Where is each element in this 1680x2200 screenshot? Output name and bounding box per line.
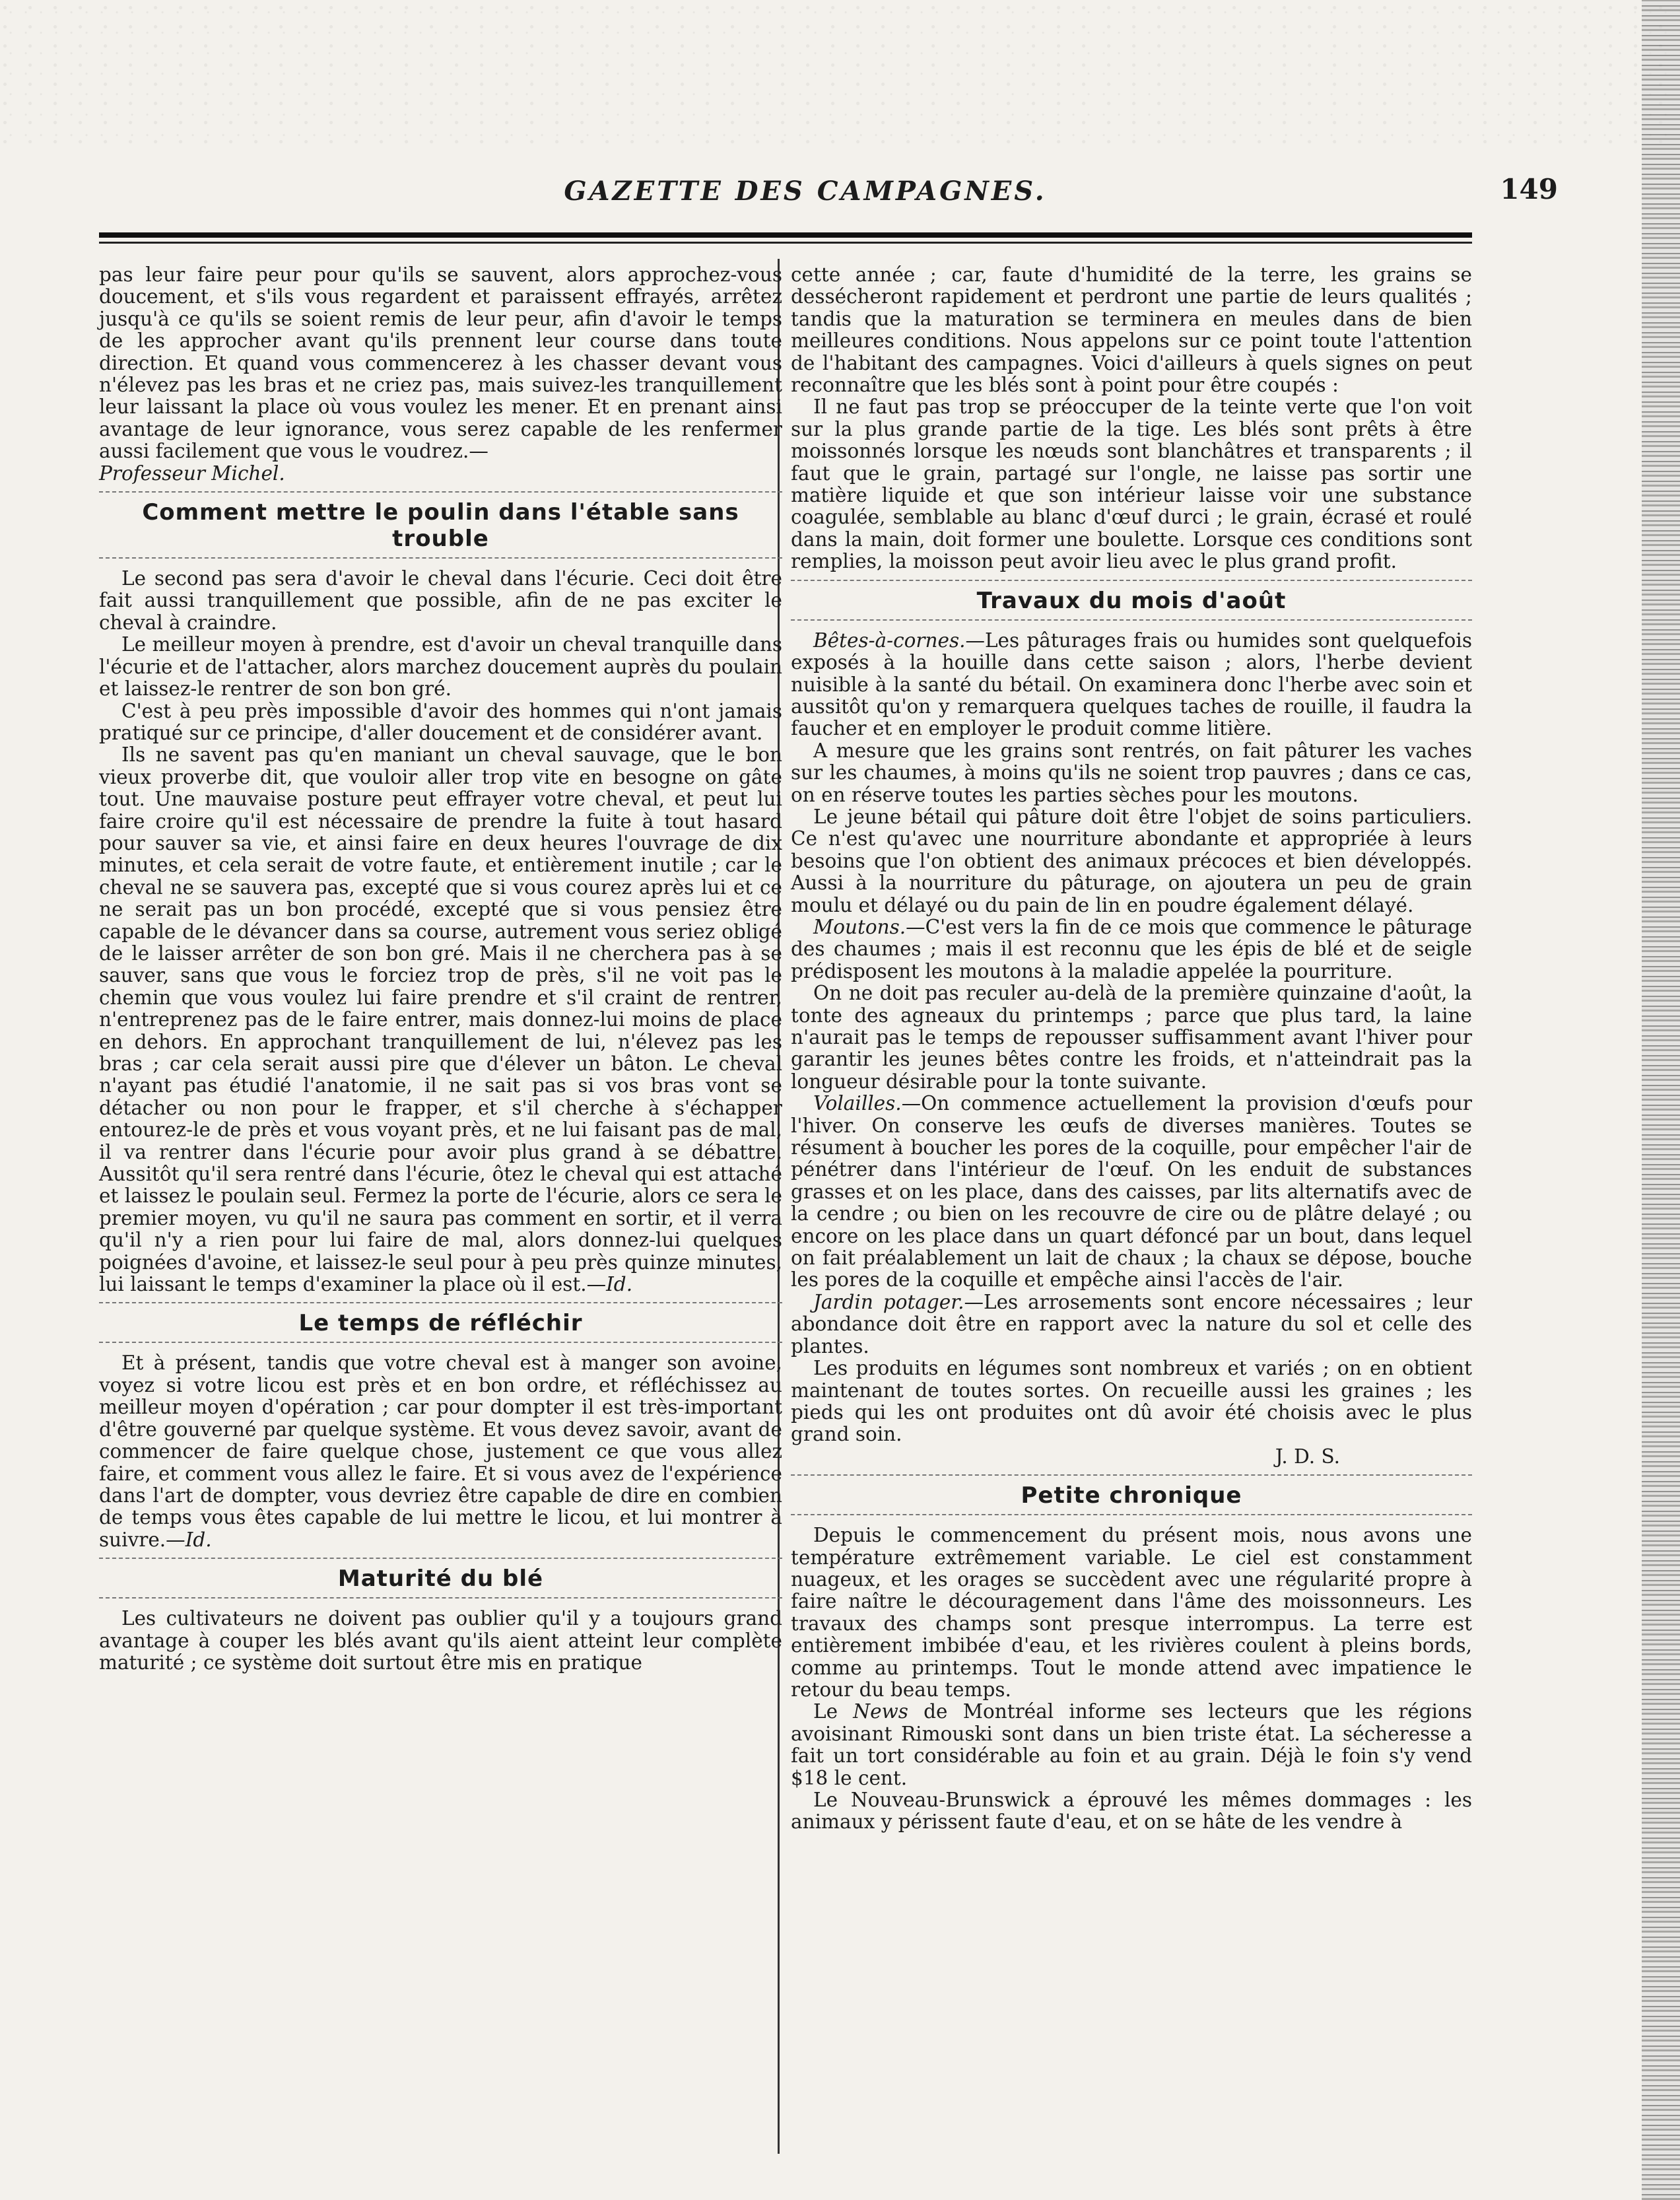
paragraph: A mesure que les grains sont rentrés, on fait pâturer les vaches sur les chaumes, à moins qu'ils ne soient trop pauvres ; dans ce cas, on en réserve toutes les parties sèches pour les moutons. (791, 739, 1472, 806)
paragraph-moutons: Moutons.—C'est vers la fin de ce mois que commence le pâturage des chaumes ; mais il est reconnu que les épis de blé et de seigle prédisposent les moutons à la maladie appelée la pourriture. (791, 915, 1472, 982)
article-continuation: pas leur faire peur pour qu'ils se sauvent, alors approchez-vous doucement, et s'ils vous regardent et paraissent effrayés, arrêtez jusqu'à ce qu'ils se soient remis de leur peur, afin d'avoir le temps de les approcher avant qu'ils prennent leur course dans toute direction. Et quand vous commencerez à les chasser devant vous n'élevez pas les bras et ne criez pas, mais suivez-les tranquillement leur laissant la place où vous voulez les mener. Et en prenant ainsi avantage de leur ignorance, vous serez capable de les renfermer aussi facilement que vous le voudrez.— (99, 263, 782, 463)
paragraph: Le News de Montréal informe ses lecteurs que les régions avoisinant Rimouski sont dans un bien triste état. La sécheresse a fait un tort considérable au foin et au grain. Déjà le foin s'y vend $18 le cent. (791, 1700, 1472, 1789)
section-title-reflechir: Le temps de réfléchir (99, 1302, 782, 1343)
paragraph: Les cultivateurs ne doivent pas oublier qu'il y a toujours grand avantage à couper les blés avant qu'ils aient atteint leur complète maturité ; ce système doit surtout être mis en pratique (99, 1607, 782, 1674)
section-title-maturite: Maturité du blé (99, 1558, 782, 1598)
newspaper-title: GAZETTE DES CAMPAGNES. (564, 176, 1047, 207)
article-author: J. D. S. (1275, 1445, 1340, 1468)
paragraph: C'est à peu près impossible d'avoir des hommes qui n'ont jamais pratiqué sur ce principe, d'aller doucement et de considérer avant. (99, 699, 782, 744)
paragraph: On ne doit pas reculer au-delà de la première quinzaine d'août, la tonte des agneaux du printemps ; parce que plus tard, la laine n'aurait pas le temps de repousser suffisamment avant l'hiver pour garantir les jeunes bêtes contre les froids, et n'atteindrait pas la longueur désirable pour la tonte suivante. (791, 982, 1472, 1093)
article-author: Id. (185, 1528, 212, 1551)
article-author: Professeur Michel. (99, 462, 285, 485)
section-title-poulin: Comment mettre le poulin dans l'étable sans trouble (99, 491, 782, 559)
paragraph: Les produits en légumes sont nombreux et variés ; on en obtient maintenant de toutes sortes. On recueille aussi les graines ; les pieds qui les ont produites ont dû avoir été choisis avec le plus grand soin. (791, 1357, 1472, 1446)
article-author: Id. (606, 1273, 633, 1296)
article-continuation: cette année ; car, faute d'humidité de la terre, les grains se dessécheront rapidement et perdront une partie de leurs qualités ; tandis que la maturation se terminera en meules dans de bien meilleures conditions. Nous appelons sur ce point toute l'attention de l'habitant des campagnes. Voici d'ailleurs à quels signes on peut reconnaître que les blés sont à point pour être coupés : (791, 263, 1472, 397)
paragraph: Il ne faut pas trop se préoccuper de la teinte verte que l'on voit sur la plus grande partie de la tige. Les blés sont prêts à être moissonnés lorsque les nœuds sont blanchâtres et transparents ; il faut que le grain, partagé sur l'ongle, ne laisse pas sortir une matière liquide et que son intérieur laisse voir une substance coagulée, semblable au blanc d'œuf durci ; le grain, écrasé et roulé dans la main, doit former une boulette. Lorsque ces conditions sont remplies, la moisson peut avoir lieu avec le plus grand profit. (791, 395, 1472, 573)
right-column (791, 264, 1472, 1834)
page-header (99, 173, 1617, 219)
section-title-chronique: Petite chronique (791, 1474, 1472, 1515)
scan-speckle (0, 0, 1680, 152)
paragraph: Le Nouveau-Brunswick a éprouvé les mêmes dommages : les animaux y périssent faute d'eau, et on se hâte de les vendre à (791, 1789, 1472, 1834)
scan-edge (1642, 0, 1680, 2200)
paragraph-volailles: Volailles.—On commence actuellement la provision d'œufs pour l'hiver. On conserve les œufs de diverses manières. Toutes se résument à boucher les pores de la coquille, pour empêcher l'air de pénétrer dans l'intérieur de l'œuf. On les enduit de substances grasses et on les place, dans des caisses, par lits alternatifs avec de la cendre ; ou bien on les recouvre de cire ou de plâtre delayé ; ou encore on les place dans un quart défoncé par un bout, dans lequel on fait préalablement un lait de chaux ; la chaux se dépose, bouche les pores de la coquille et empêche ainsi l'accès de l'air. (791, 1092, 1472, 1291)
paragraph: Le jeune bétail qui pâture doit être l'objet de soins particuliers. Ce n'est qu'avec une nourriture abondante et appropriée à leurs besoins que l'on obtient des animaux précoces et bien développés. Aussi à la nourriture du pâturage, on ajoutera un peu de grain moulu et délayé ou du pain de lin en poudre également délayé. (791, 805, 1472, 916)
paragraph-jardin: Jardin potager.—Les arrosements sont encore nécessaires ; leur abondance doit être en rapport avec la nature du sol et celle des plantes. (791, 1290, 1472, 1358)
header-rule-thin (99, 242, 1472, 244)
paragraph: Le second pas sera d'avoir le cheval dans l'écurie. Ceci doit être fait aussi tranquillement que possible, afin de ne pas exciter le cheval à craindre. (99, 567, 782, 634)
paragraph: Et à présent, tandis que votre cheval est à manger son avoine, voyez si votre licou est près et en bon ordre, et réfléchissez au meilleur moyen d'opération ; car pour dompter il est très-important d'être gouverné par quelque système. Et vous devez savoir, avant de commencer de faire quelque chose, justement ce que vous allez faire, et comment vous allez le faire. Et si vous avez de l'expérience dans l'art de dompter, vous devriez être capable de dire en combien de temps vous êtes capable de lui mettre le licou, et lui montrer à suivre.—Id. (99, 1352, 782, 1551)
paragraph: Depuis le commencement du présent mois, nous avons une température extrêmement variable. Le ciel est constamment nuageux, et les orages se succèdent avec une régularité propre à faire naître le découragement dans l'âme des moissonneurs. Les travaux des champs sont presque interrompus. La terre est entièrement imbibée d'eau, et les rivières coulent à pleins bords, comme au printemps. Tout le monde attend avec impatience le retour du beau temps. (791, 1524, 1472, 1701)
header-rule-thick (99, 232, 1472, 238)
section-title-travaux: Travaux du mois d'août (791, 580, 1472, 621)
page-number: 149 (1500, 173, 1558, 205)
left-column (99, 264, 782, 1674)
paragraph: Le meilleur moyen à prendre, est d'avoir un cheval tranquille dans l'écurie et de l'attacher, alors marchez doucement auprès du poulain et laissez-le rentrer de son bon gré. (99, 633, 782, 701)
paragraph-betes: Bêtes-à-cornes.—Les pâturages frais ou humides sont quelquefois exposés à la houille dans cette saison ; alors, l'herbe devient nuisible à la santé du bétail. On examinera donc l'herbe avec soin et aussitôt qu'on y remarquera quelques taches de rouille, il faudra la faucher et en employer le produit comme litière. (791, 629, 1472, 740)
paragraph: Ils ne savent pas qu'en maniant un cheval sauvage, que le bon vieux proverbe dit, que vouloir aller trop vite en besogne on gâte tout. Une mauvaise posture peut effrayer votre cheval, et peut lui faire croire qu'il est nécessaire de prendre la fuite à tout hasard pour sauver sa vie, et ainsi faire en deux heures l'ouvrage de dix minutes, et cela serait de votre faute, et entièrement inutile ; car le cheval ne se sauvera pas, excepté que si vous courez après lui et ce ne serait pas un bon procédé, excepté que si vous pensiez être capable de le dévancer dans sa course, autrement vous seriez obligé de le laisser arrêter de son bon gré. Mais il ne cherchera pas à se sauver, sans que vous le forciez trop de près, s'il ne voit pas le chemin que vous voulez lui faire prendre et s'il craint de rentrer, n'entreprenez pas de le faire entrer, mais donnez-lui moins de place en dehors. En approchant tranquillement de lui, n'élevez pas les bras ; car cela serait aussi pire que d'élever un bâton. Le cheval n'ayant pas étudié l'anatomie, il ne sait pas si vos bras vont se détacher ou non pour le frapper, et s'il cherche à s'échapper entourez-le de près et vous voyant près, et ne lui faisant pas de mal, il va rentrer dans l'écurie pour avoir plus grand à se débattre. Aussitôt qu'il sera rentré dans l'écurie, ôtez le cheval qui est attaché et laissez le poulain seul. Fermez la porte de l'écurie, alors ce sera le premier moyen, vu qu'il ne saura pas comment en sortir, et il verra qu'il n'y a rien pour lui faire de mal, alors donnez-lui quelques poignées d'avoine, et laissez-le seul pour à peu près quinze minutes, lui laissant le temps d'examiner la place où il est.—Id. (99, 743, 782, 1296)
